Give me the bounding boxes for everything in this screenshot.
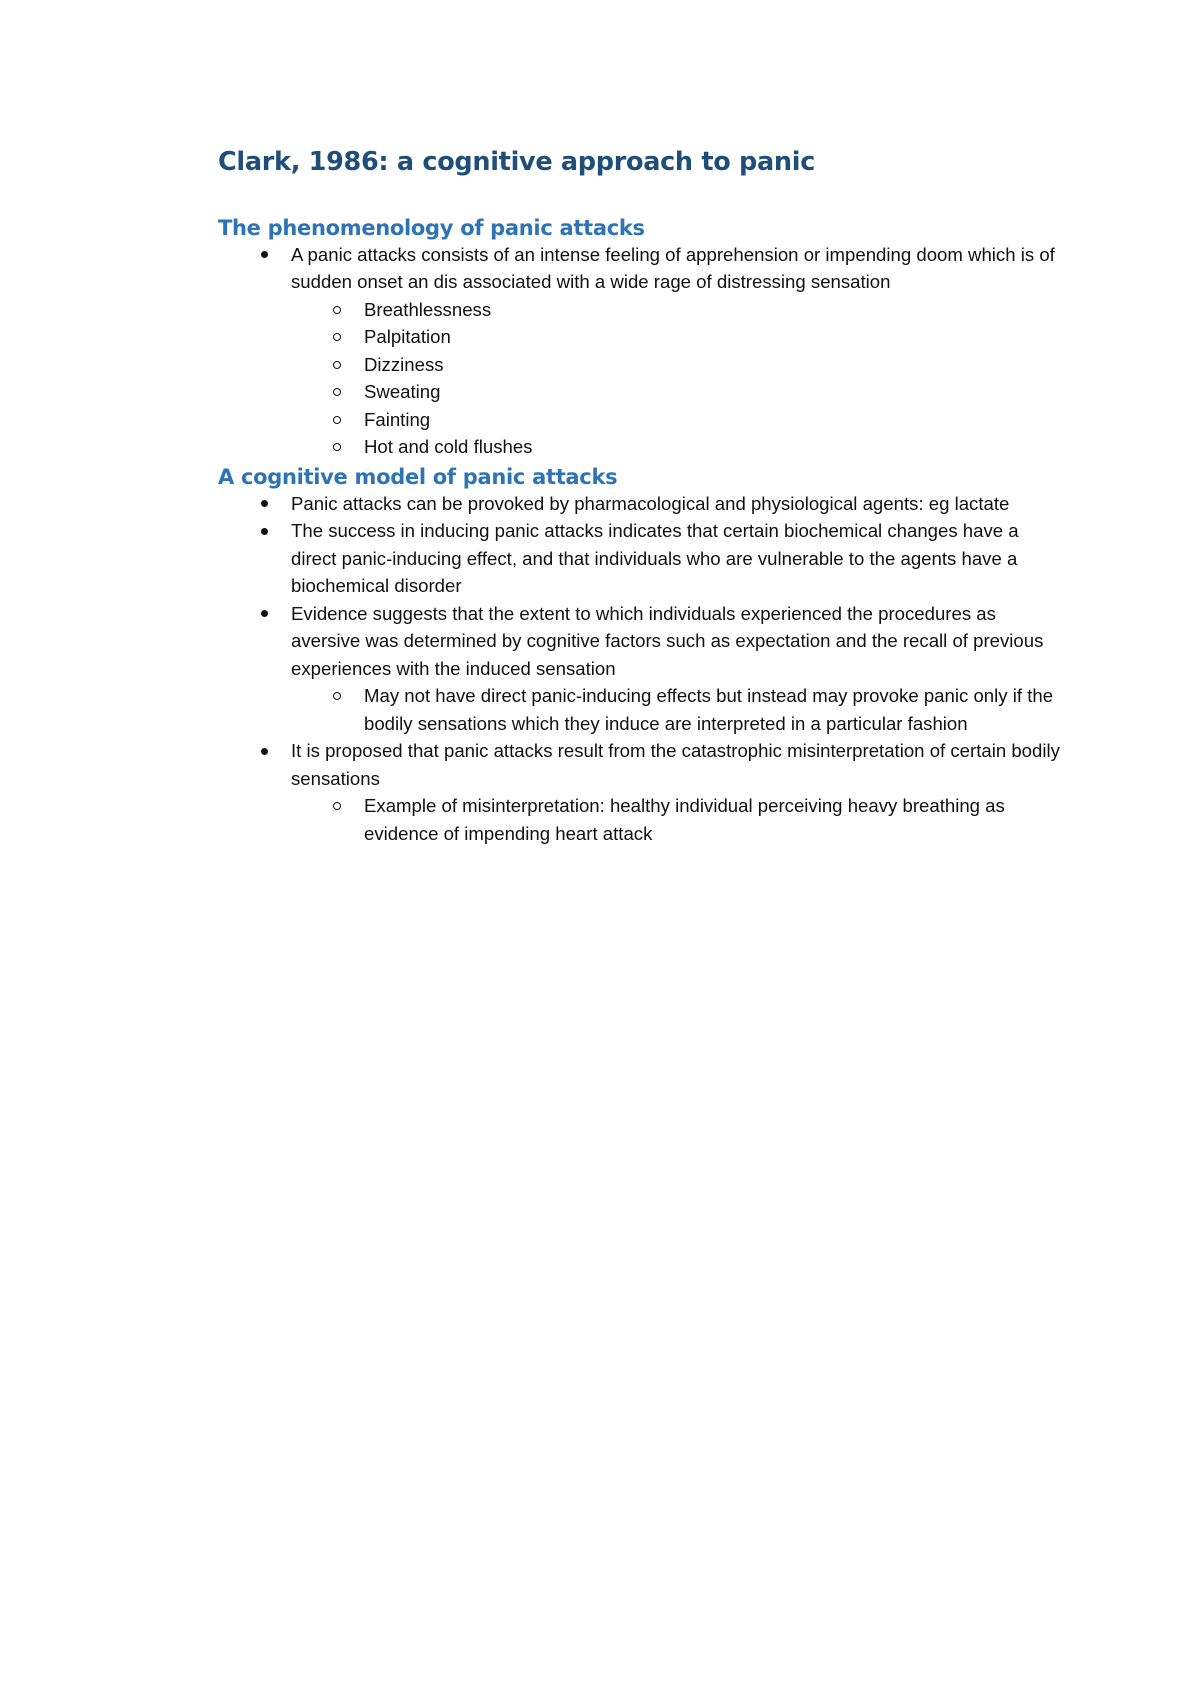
sub-bullet-text: Hot and cold flushes bbox=[364, 436, 533, 458]
bullet-marker bbox=[257, 737, 271, 765]
sub-bullet-item bbox=[364, 378, 1068, 406]
sub-bullet-item bbox=[364, 682, 1068, 737]
sub-bullet-item bbox=[364, 792, 1068, 847]
sub-bullet-item bbox=[364, 296, 1068, 324]
sub-bullet-text: Breathlessness bbox=[364, 298, 492, 320]
document-title: Clark, 1986: a cognitive approach to panic bbox=[218, 147, 816, 177]
sub-bullet-text: Palpitation bbox=[364, 326, 451, 348]
bullet-marker bbox=[257, 517, 271, 545]
sub-bullet-text: May not have direct panic-inducing effects but instead may provoke panic only if the bodily sensations which they induce are interpreted in a particular fashion bbox=[364, 685, 1054, 734]
sub-bullet-marker bbox=[330, 433, 344, 461]
sub-bullet-marker bbox=[330, 792, 344, 820]
bullet-item bbox=[291, 517, 1068, 600]
sub-bullet-marker bbox=[330, 323, 344, 351]
sub-bullet-marker bbox=[330, 682, 344, 710]
bullet-text: The success in inducing panic attacks indicates that certain biochemical changes have a direct panic-inducing effect, and that individuals who are vulnerable to the agents have a biochemical disorder bbox=[291, 520, 1019, 597]
section-heading-phenomenology: The phenomenology of panic attacks bbox=[218, 215, 645, 240]
bullet-item bbox=[291, 600, 1068, 683]
sub-bullet-item bbox=[364, 323, 1068, 351]
bullet-marker bbox=[257, 600, 271, 628]
sub-bullet-text: Dizziness bbox=[364, 353, 444, 375]
bullet-text: A panic attacks consists of an intense feeling of apprehension or impending doom which is of sudden onset an dis associated with a wide rage of distressing sensation bbox=[291, 243, 1055, 293]
sub-bullet-item bbox=[364, 433, 1068, 461]
sub-bullet-marker bbox=[330, 406, 344, 434]
bullet-item bbox=[291, 490, 1068, 518]
sub-bullet-text: Fainting bbox=[364, 408, 431, 430]
sub-bullet-marker bbox=[330, 296, 344, 324]
document-body bbox=[218, 147, 1068, 847]
bullet-marker bbox=[257, 241, 271, 269]
bullet-text: It is proposed that panic attacks result from the catastrophic misinterpretation of certain bodily sensations bbox=[291, 740, 1060, 789]
sub-bullet-marker bbox=[330, 378, 344, 406]
sub-bullet-item bbox=[364, 351, 1068, 379]
bullet-text: Panic attacks can be provoked by pharmacological and physiological agents: eg lactate bbox=[291, 492, 1010, 514]
section-heading-cognitive-model: A cognitive model of panic attacks bbox=[218, 464, 618, 489]
bullet-item bbox=[291, 737, 1068, 792]
sub-bullet-item bbox=[364, 406, 1068, 434]
sub-bullet-text: Example of misinterpretation: healthy individual perceiving heavy breathing as evidence of impending heart attack bbox=[364, 795, 1005, 844]
bullet-marker bbox=[257, 490, 271, 518]
bullet-text: Evidence suggests that the extent to which individuals experienced the procedures as aversive was determined by cognitive factors such as expectation and the recall of previous experiences with the induced sensation bbox=[291, 602, 1044, 679]
sub-bullet-marker bbox=[330, 351, 344, 379]
bullet-item bbox=[291, 241, 1068, 296]
sub-bullet-text: Sweating bbox=[364, 381, 441, 403]
